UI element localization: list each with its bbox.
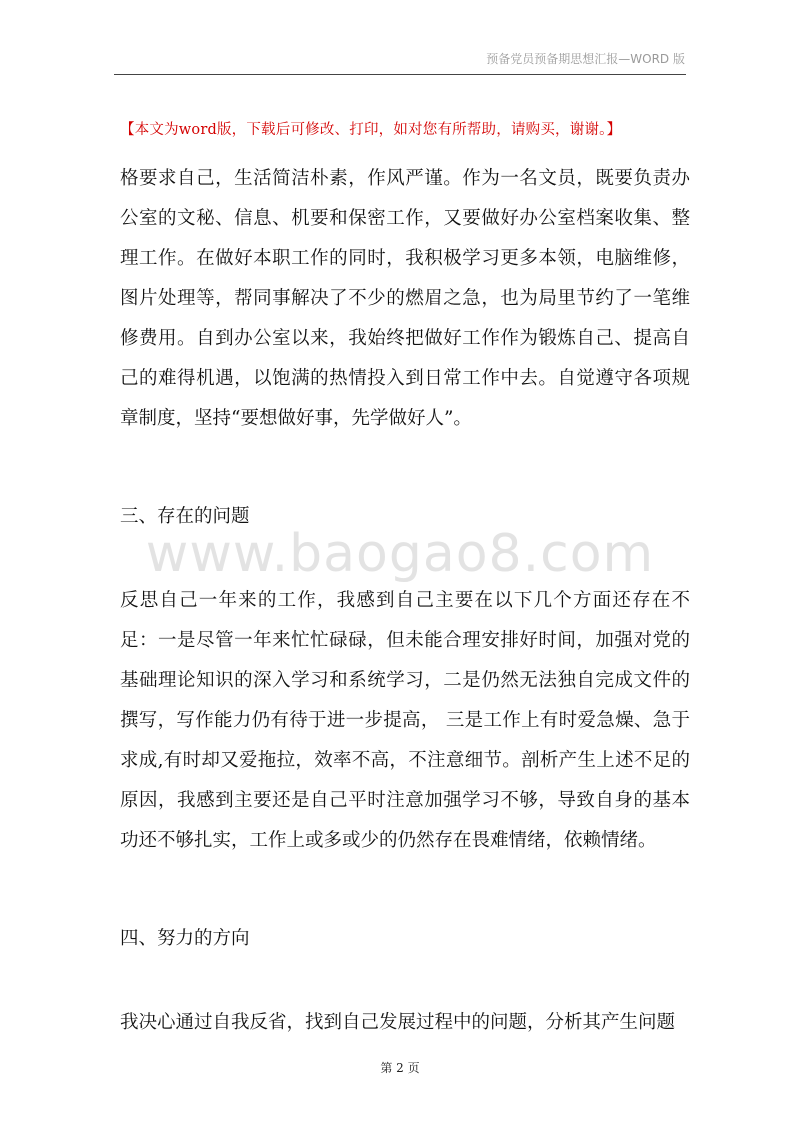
page-number: 第 2 页 xyxy=(380,1061,420,1075)
paragraph-self-reflection: 反思自己一年来的工作，我感到自己主要在以下几个方面还存在不足：一是尽管一年来忙忙碌碌，但未能合理安排好时间，加强对党的基础理论知识的深入学习和系统学习，二是仍然无法独自完成文件的撰写，写作能力仍有待于进一步提高， 三是工作上有时爱急燥、急于求成,有时却又爱拖拉，效率不高，不注意细节。剖析产生上述不足的原因，我感到主要还是自己平时注意加强学习不够，导致自身的基本功还不够扎实，工作上或多或少的仍然存在畏难情绪，依赖情绪。 xyxy=(120,590,690,851)
page-header-title: 预备党员预备期思想汇报—WORD 版 xyxy=(486,52,685,66)
watermark: www.baogao8.com xyxy=(145,524,655,584)
section-heading-direction: 四、努力的方向 xyxy=(120,928,250,949)
section-heading-problems: 三、存在的问题 xyxy=(120,506,250,527)
paragraph-work-summary: 格要求自己，生活简洁朴素，作风严谨。作为一名文员，既要负责办公室的文秘、信息、机要和保密工作，又要做好办公室档案收集、整理工作。在做好本职工作的同时，我积极学习更多本领，电脑维修，图片处理等，帮同事解决了不少的燃眉之急，也为局里节约了一笔维修费用。自到办公室以来，我始终把做好工作作为锻炼自己、提高自己的难得机遇，以饱满的热情投入到日常工作中去。自觉遵守各项规章制度，坚持“要想做好事，先学做好人”。 xyxy=(120,168,690,429)
paragraph-resolution: 我决心通过自我反省，找到自己发展过程中的问题，分析其产生问题 xyxy=(120,1012,676,1033)
header-divider xyxy=(114,74,686,75)
purchase-notice: 【本文为word版，下载后可修改、打印，如对您有所帮助，请购买，谢谢。】 xyxy=(120,122,622,138)
